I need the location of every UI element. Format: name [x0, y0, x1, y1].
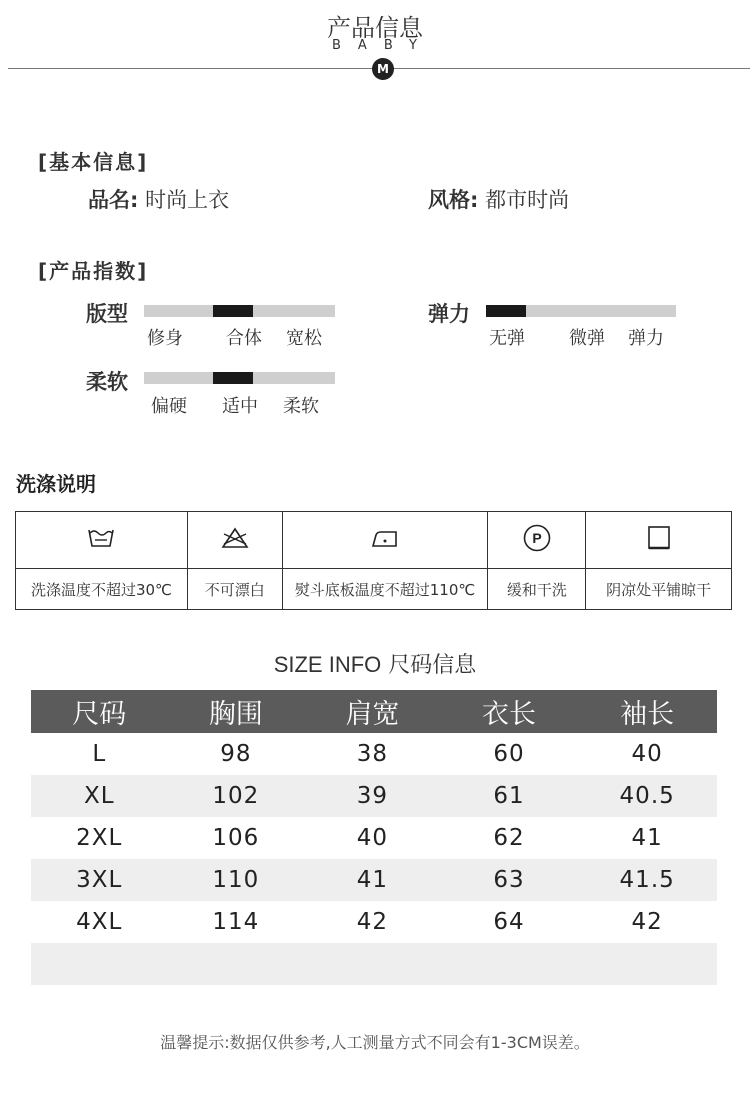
elastic-bar	[486, 305, 676, 317]
style-row	[428, 184, 569, 214]
table-row	[31, 775, 717, 817]
brand-badge: M	[372, 58, 394, 80]
fit-tick: 修身	[147, 328, 183, 349]
cell: 98	[220, 741, 252, 767]
size-title	[0, 648, 750, 679]
no-bleach-icon	[220, 526, 250, 550]
shade-dry-icon-cell	[586, 512, 732, 569]
cell	[441, 943, 578, 985]
cell: 63	[441, 859, 578, 901]
softness-tick: 偏硬	[151, 396, 187, 417]
cell	[168, 943, 305, 985]
elastic-label: 弹力	[428, 302, 470, 326]
fit-label: 版型	[86, 302, 128, 326]
basic-info-title: [基本信息]	[38, 150, 149, 174]
iron-text: 熨斗底板温度不超过110℃	[282, 569, 488, 610]
header-shoulder: 肩宽	[304, 690, 441, 733]
header-chest: 胸围	[168, 690, 305, 733]
product-name-value: 时尚上衣	[145, 188, 230, 212]
table-row	[31, 901, 717, 943]
page-title: 产品信息	[327, 14, 423, 42]
size-title-en: SIZE INFO	[273, 652, 382, 677]
cell: 61	[441, 775, 578, 817]
cell: 2XL	[76, 825, 123, 851]
elastic-tick: 微弹	[569, 328, 605, 349]
wash-table	[15, 511, 732, 610]
dry-clean-text: 缓和干洗	[488, 569, 586, 610]
iron-icon-cell	[282, 512, 488, 569]
style-value: 都市时尚	[485, 188, 570, 212]
bleach-text: 不可漂白	[187, 569, 282, 610]
shade-dry-text: 阴凉处平铺晾干	[586, 569, 732, 610]
softness-tick: 适中	[222, 396, 258, 417]
cell: 39	[304, 775, 441, 817]
cell: 106	[212, 825, 260, 851]
cell: 42	[356, 909, 389, 935]
softness-tick: 柔软	[283, 396, 319, 417]
table-row	[31, 733, 717, 775]
cell: L	[92, 741, 107, 767]
cell: 41	[631, 825, 663, 851]
wash-text: 洗涤温度不超过30℃	[16, 569, 188, 610]
cell: 64	[493, 909, 525, 935]
bleach-icon-cell	[187, 512, 282, 569]
wash-tub-icon	[86, 526, 116, 550]
cell: 41.5	[577, 859, 717, 901]
fit-bar	[144, 305, 335, 317]
fit-tick: 宽松	[286, 328, 322, 349]
header-sleeve: 袖长	[577, 690, 717, 733]
style-label: 风格:	[428, 188, 479, 212]
cell: 102	[168, 775, 305, 817]
softness-label: 柔软	[86, 370, 128, 394]
page-subtitle: BABY	[332, 38, 434, 53]
measurement-note: 温馨提示:数据仅供参考,人工测量方式不同会有1-3CM误差。	[160, 1033, 590, 1052]
header-length: 衣长	[441, 690, 578, 733]
wash-icon-cell	[16, 512, 188, 569]
cell: 38	[356, 741, 389, 767]
size-title-cn: 尺码信息	[388, 653, 477, 678]
table-row	[31, 859, 717, 901]
cell: 40	[631, 741, 663, 767]
dry-clean-icon-cell	[488, 512, 586, 569]
size-header-row	[31, 690, 717, 733]
dry-clean-symbol: P	[532, 530, 542, 546]
cell: 41	[304, 859, 441, 901]
softness-indicator	[213, 372, 253, 384]
elastic-indicator	[486, 305, 526, 317]
cell	[31, 943, 168, 985]
product-name-row	[88, 184, 229, 214]
iron-icon	[369, 526, 401, 550]
product-index-title: [产品指数]	[38, 259, 149, 283]
cell: 110	[168, 859, 305, 901]
product-name-label: 品名:	[88, 188, 139, 212]
table-row-empty	[31, 943, 717, 985]
fit-indicator	[213, 305, 253, 317]
elastic-tick: 无弹	[489, 328, 525, 349]
fit-tick: 合体	[226, 328, 262, 349]
cell: 60	[493, 741, 525, 767]
cell	[577, 943, 717, 985]
wash-title: 洗涤说明	[16, 472, 96, 496]
cell: 42	[631, 909, 663, 935]
header-size: 尺码	[31, 690, 168, 733]
cell: 62	[493, 825, 525, 851]
softness-bar	[144, 372, 335, 384]
cell: 3XL	[31, 859, 168, 901]
cell: 114	[212, 909, 260, 935]
table-row	[31, 817, 717, 859]
cell: XL	[31, 775, 168, 817]
size-table	[31, 690, 717, 985]
dry-clean-p-icon	[522, 523, 552, 553]
elastic-tick: 弹力	[628, 328, 664, 349]
cell	[304, 943, 441, 985]
shade-dry-icon	[645, 524, 673, 552]
cell: 40.5	[577, 775, 717, 817]
cell: 4XL	[76, 909, 123, 935]
cell: 40	[356, 825, 389, 851]
